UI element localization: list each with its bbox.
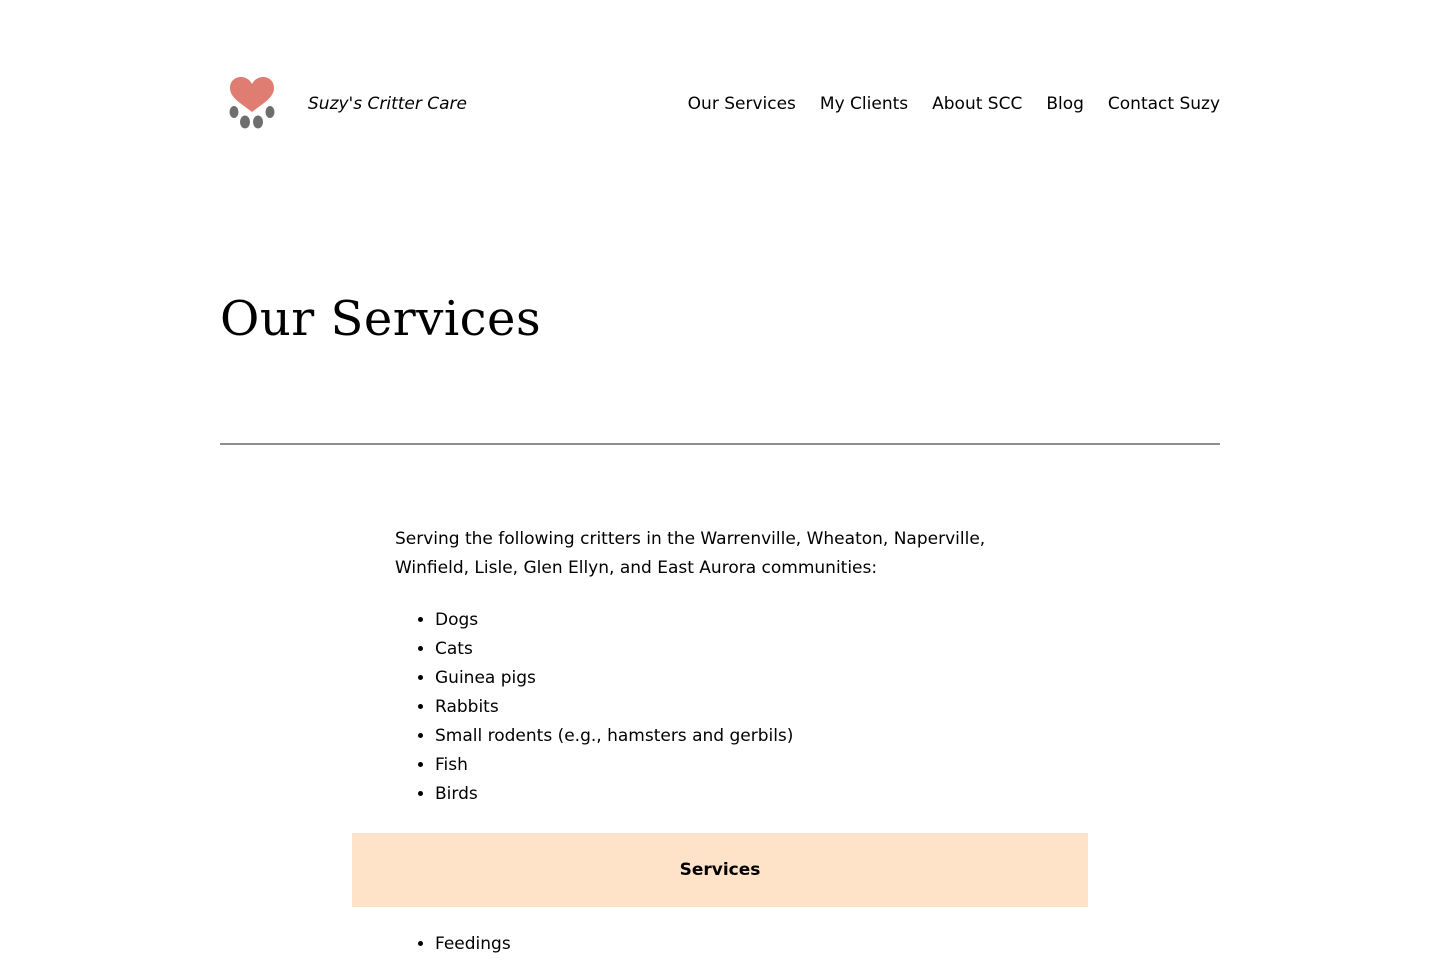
list-item: • Small rodents (e.g., hamsters and gerbils) (435, 722, 793, 751)
paw-toe-mid-left (240, 116, 250, 129)
services-heading: Services (679, 860, 761, 880)
heart-paw-icon (224, 74, 280, 132)
site-title[interactable]: Suzy's Critter Care (308, 94, 467, 114)
paw-toe-mid-right (253, 116, 263, 129)
list-item: • Feedings (435, 930, 511, 959)
list-item: • Birds (435, 780, 793, 809)
nav-item-our-services[interactable]: Our Services (687, 94, 796, 114)
list-item: • Rabbits (435, 693, 793, 722)
title-divider (220, 443, 1220, 445)
list-item: • Guinea pigs (435, 664, 793, 693)
nav-item-my-clients[interactable]: My Clients (819, 94, 909, 114)
list-item: • Dogs (435, 606, 793, 635)
main-nav (688, 93, 1220, 115)
page-title: Our Services (220, 291, 542, 347)
nav-item-about-scc[interactable]: About SCC (932, 94, 1023, 114)
paw-toe-left (230, 106, 239, 118)
heart-shape (230, 77, 274, 112)
list-item: • Cats (435, 635, 793, 664)
service-list (395, 930, 511, 959)
list-item: • Fish (435, 751, 793, 780)
site-logo[interactable] (224, 74, 280, 132)
services-banner (352, 833, 1088, 907)
nav-item-contact-suzy[interactable]: Contact Suzy (1107, 94, 1220, 114)
site-header (220, 70, 1220, 136)
critter-list (395, 606, 793, 809)
nav-item-blog[interactable]: Blog (1046, 94, 1084, 114)
paw-toe-right (266, 106, 275, 118)
intro-paragraph: Serving the following critters in the Warrenville, Wheaton, Naperville, Winfield, Lisle, Glen Ellyn, and East Aurora communities: (395, 529, 986, 578)
